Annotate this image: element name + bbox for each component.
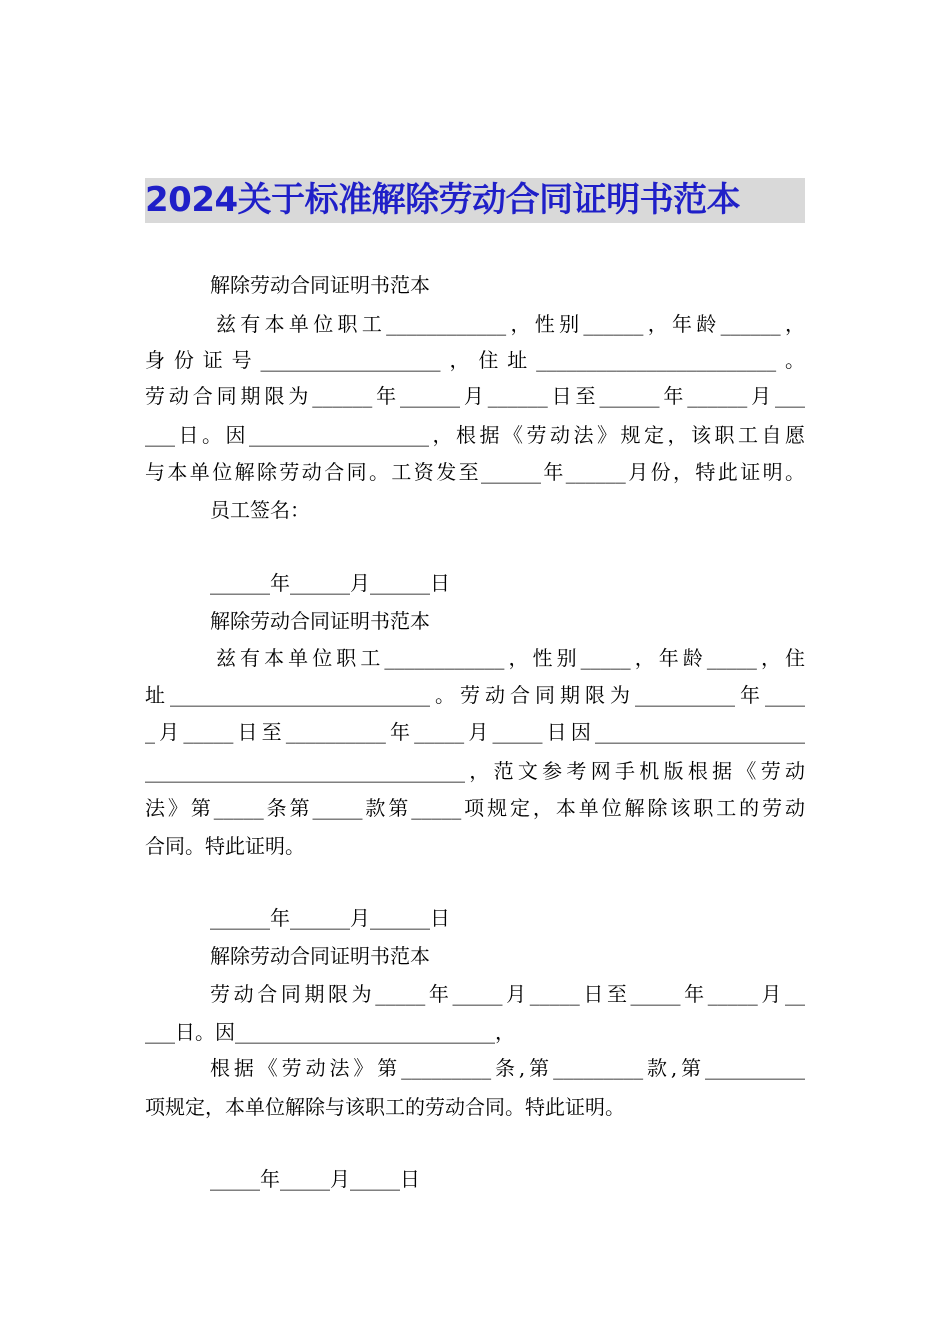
section-1-body-line: 与本单位解除劳动合同。工资发至______年______月份，特此证明。	[145, 460, 805, 484]
section-1-date-line: ______年______月______日	[210, 571, 450, 595]
section-2-body-line: 址__________________________。劳动合同期限为__________年____	[145, 683, 805, 707]
section-1-body-line: 兹有本单位职工____________，性别______，年龄______，	[216, 312, 805, 336]
section-2-body-line: 兹有本单位职工____________，性别_____，年龄_____，住	[216, 646, 805, 670]
page-title: 2024关于标准解除劳动合同证明书范本	[145, 178, 805, 223]
section-1-body-line: 劳动合同期限为______年______月______日至______年______月___	[145, 384, 805, 408]
section-1-body-line: ___日。因__________________，根据《劳动法》规定，该职工自愿	[145, 423, 805, 447]
section-3-body-line: 劳动合同期限为_____年_____月_____日至_____年_____月__	[210, 982, 805, 1006]
section-2-body-line: _月_____日至__________年_____月_____日因_____________________	[145, 720, 805, 744]
section-2-heading: 解除劳动合同证明书范本	[210, 609, 430, 633]
section-3-date-line: _____年_____月_____日	[210, 1167, 420, 1191]
section-2-body-line: 法》第_____条第_____款第_____项规定，本单位解除该职工的劳动	[145, 796, 805, 820]
section-1-body-line: 身份证号__________________，住址________________________。	[145, 348, 805, 372]
section-2-body-line: 合同。特此证明。	[145, 834, 305, 858]
section-3-body-line: 根据《劳动法》第_________条,第_________款,第__________	[210, 1056, 805, 1080]
section-3-body-line: 项规定，本单位解除与该职工的劳动合同。特此证明。	[145, 1095, 625, 1119]
section-3-body-line: ___日。因__________________________，	[145, 1020, 515, 1044]
section-1-heading: 解除劳动合同证明书范本	[210, 273, 430, 297]
employee-signature-label: 员工签名：	[210, 498, 310, 522]
section-2-body-line: ________________________________，范文参考网手机版根据《劳动	[145, 759, 805, 783]
section-2-date-line: ______年______月______日	[210, 906, 450, 930]
section-3-heading: 解除劳动合同证明书范本	[210, 944, 430, 968]
